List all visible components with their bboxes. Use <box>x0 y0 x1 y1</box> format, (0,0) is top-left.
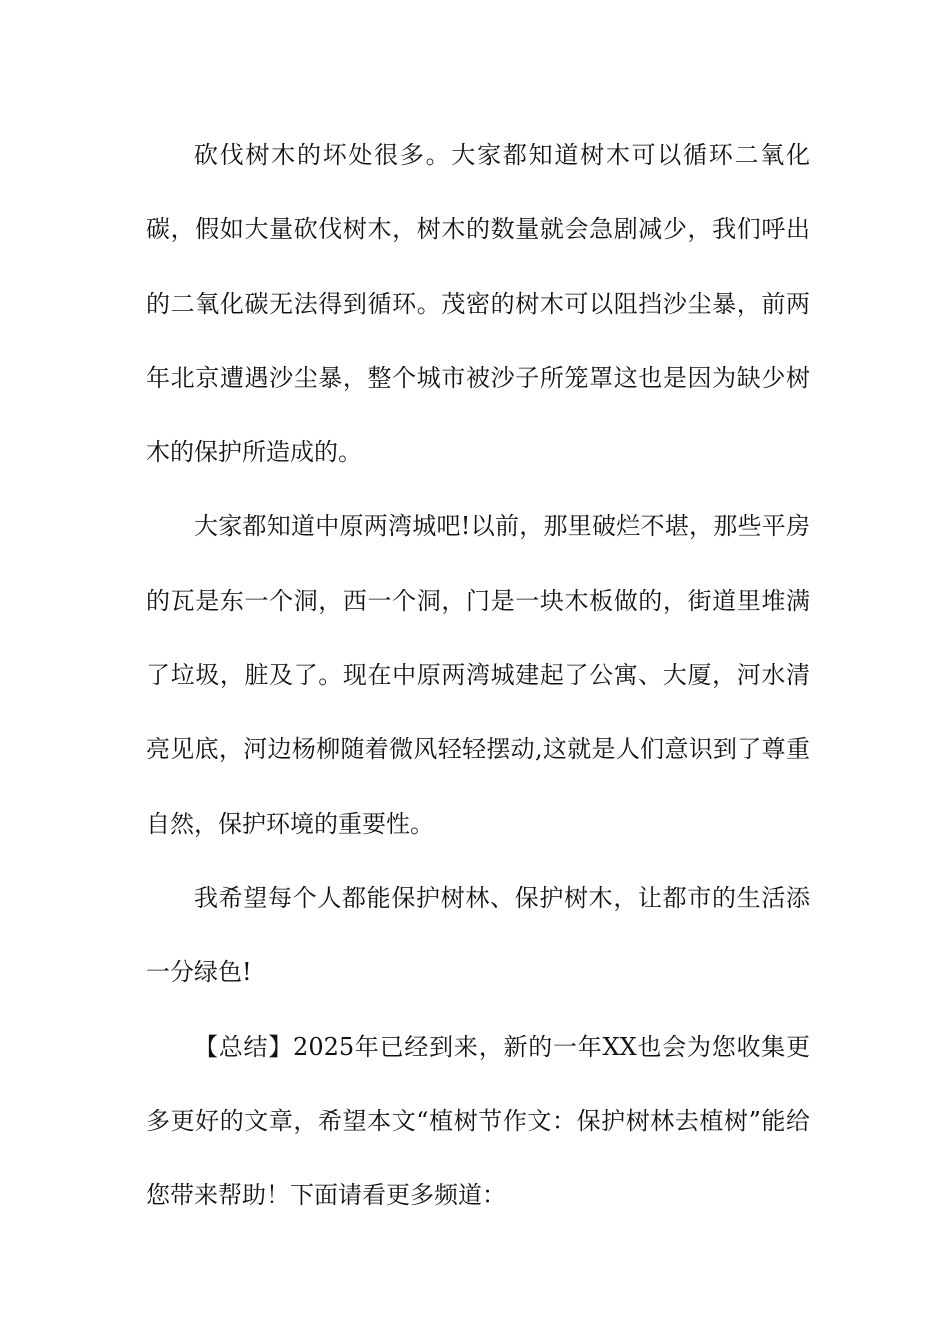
paragraph-liangwan-city: 大家都知道中原两湾城吧!以前，那里破烂不堪，那些平房的瓦是东一个洞，西一个洞，门是一块木板做的，街道里堆满了垃圾，脏及了。现在中原两湾城建起了公寓、大厦，河水清亮见底，河边杨柳随着微风轻轻摆动,这就是人们意识到了尊重自然，保护环境的重要性。 <box>146 512 810 838</box>
paragraph-hope: 我希望每个人都能保护树林、保护树木，让都市的生活添一分绿色! <box>146 883 810 987</box>
document-body <box>146 118 810 1232</box>
paragraph-summary: 【总结】2025年已经到来，新的一年XX也会为您收集更多更好的文章，希望本文“植树节作文：保护树林去植树”能给您带来帮助！下面请看更多频道： <box>146 1032 810 1210</box>
paragraph-deforestation-harm: 砍伐树木的坏处很多。大家都知道树木可以循环二氧化碳，假如大量砍伐树木，树木的数量就会急剧减少，我们呼出的二氧化碳无法得到循环。茂密的树木可以阻挡沙尘暴，前两年北京遭遇沙尘暴，整个城市被沙子所笼罩这也是因为缺少树木的保护所造成的。 <box>146 141 810 467</box>
